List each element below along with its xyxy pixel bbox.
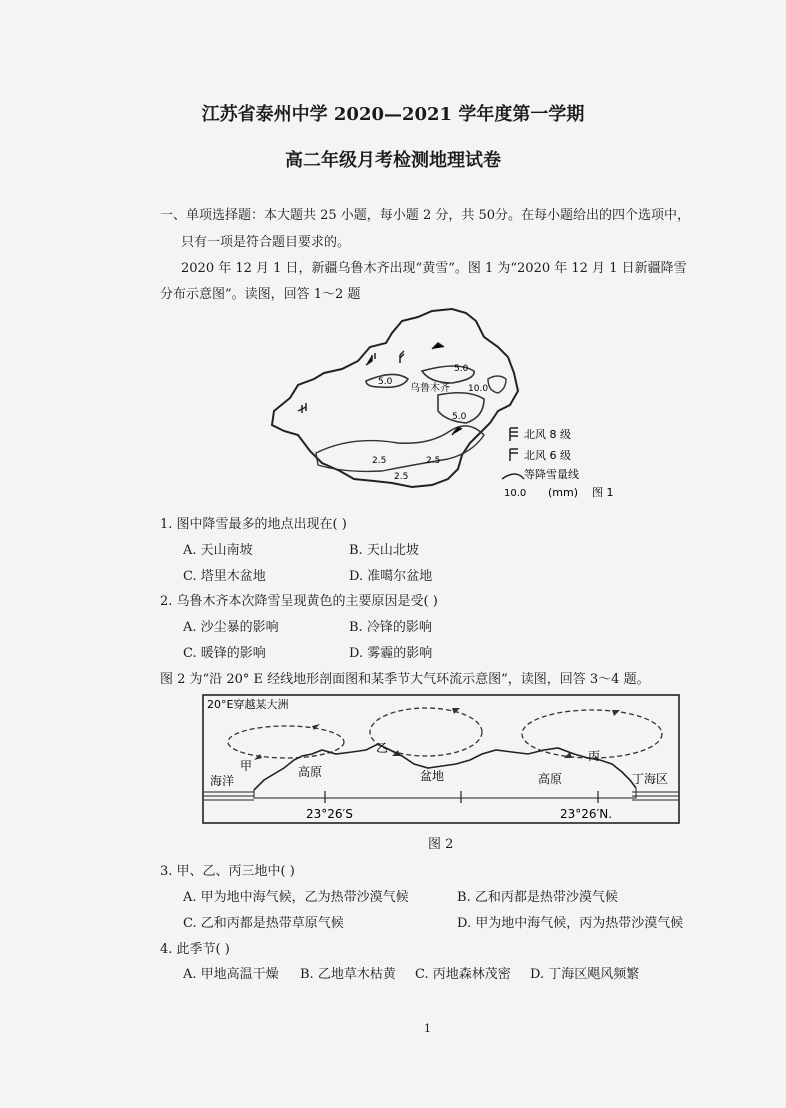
label-lat-south: 23°26′S xyxy=(306,807,353,821)
terrain-base xyxy=(254,788,636,798)
question-1-stem: 1. 图中降雪最多的地点出现在( ) xyxy=(160,517,347,532)
sea-hatching xyxy=(204,792,678,800)
question-2-option-b: B. 冷锋的影响 xyxy=(349,620,432,635)
label-yi: 乙 xyxy=(376,741,389,755)
circulation-arrows xyxy=(254,708,620,760)
isoline-label: 2.5 xyxy=(426,456,441,466)
legend-unit: (mm) xyxy=(548,486,579,499)
isoline-label: 2.5 xyxy=(394,472,409,482)
legend xyxy=(502,428,614,499)
exam-title: 江苏省泰州中学 2020—2021 学年度第一学期 xyxy=(201,104,585,125)
isoline-symbol xyxy=(502,474,524,479)
question-4-option-b: B. 乙地草木枯黄 xyxy=(300,967,396,982)
figure1-snowfall-map xyxy=(262,303,626,503)
question-3-option-d: D. 甲为地中海气候，丙为热带沙漠气候 xyxy=(457,916,684,931)
figure2-frame xyxy=(203,695,679,823)
question-3-option-b: B. 乙和丙都是热带沙漠气候 xyxy=(457,890,618,905)
question-2-option-d: D. 雾霾的影响 xyxy=(349,646,433,661)
question-1-option-a: A. 天山南坡 xyxy=(183,543,253,558)
section-heading-line2: 只有一项是符合题目要求的。 xyxy=(181,235,351,250)
intro-line1: 2020 年 12 月 1 日，新疆乌鲁木齐出现“黄雪”。图 1 为“2020 年 12 月 1 日新疆降雪 xyxy=(181,261,687,276)
label-jia: 甲 xyxy=(240,759,253,773)
legend-isoline: 等降雪量线 xyxy=(524,468,579,481)
question-2-option-c: C. 暖锋的影响 xyxy=(183,646,266,661)
label-ocean: 海洋 xyxy=(210,774,235,788)
isoline-label: 5.0 xyxy=(454,364,469,374)
question-2-option-a: A. 沙尘暴的影响 xyxy=(183,620,279,635)
label-bing: 丙 xyxy=(588,749,601,763)
question-4-stem: 4. 此季节( ) xyxy=(160,942,230,957)
isoline-label: 10.0 xyxy=(468,384,489,394)
label-plateau-north: 高原 xyxy=(538,772,563,786)
question-3-option-a: A. 甲为地中海气候，乙为热带沙漠气候 xyxy=(183,890,409,905)
exam-subtitle: 高二年级月考检测地理试卷 xyxy=(285,150,501,171)
legend-sample-value: 10.0 xyxy=(504,488,527,499)
question-4-option-a: A. 甲地高温干燥 xyxy=(183,967,279,982)
wind6-symbol xyxy=(510,449,518,461)
isoline-label: 5.0 xyxy=(378,377,393,387)
legend-wind6: 北风 6 级 xyxy=(524,449,571,462)
isoline-label: 5.0 xyxy=(452,412,467,422)
city-label: 乌鲁木齐 xyxy=(410,383,450,394)
page-number: 1 xyxy=(424,1022,431,1035)
figure2-caption: 图 2 xyxy=(428,837,454,852)
intro-line2: 分布示意图”。读图，回答 1～2 题 xyxy=(160,287,361,302)
wind8-symbol xyxy=(510,428,518,441)
section-heading-line1: 一、单项选择题：本大题共 25 小题，每小题 2 分，共 50分。在每小题给出的四个选项中， xyxy=(160,208,691,223)
question-4-option-d: D. 丁海区飓风频繁 xyxy=(530,967,640,982)
figure2-intro: 图 2 为“沿 20° E 经线地形剖面图和某季节大气环流示意图”，读图，回答 3～4 题。 xyxy=(160,672,650,687)
label-lat-north: 23°26′N. xyxy=(560,807,613,821)
figure2-profile-diagram xyxy=(202,694,680,824)
question-4-option-c: C. 丙地森林茂密 xyxy=(415,967,511,982)
question-1-option-d: D. 准噶尔盆地 xyxy=(349,569,433,584)
label-basin: 盆地 xyxy=(420,769,445,783)
label-dinghai: 丁海区 xyxy=(632,772,669,786)
question-1-option-c: C. 塔里木盆地 xyxy=(183,569,266,584)
figure1-caption: 图 1 xyxy=(592,486,614,499)
isoline-label: 2.5 xyxy=(372,456,387,466)
label-plateau-south: 高原 xyxy=(298,765,323,779)
question-2-stem: 2. 乌鲁木齐本次降雪呈现黄色的主要原因是受( ) xyxy=(160,594,438,609)
legend-wind8: 北风 8 级 xyxy=(524,428,571,441)
question-3-option-c: C. 乙和丙都是热带草原气候 xyxy=(183,916,344,931)
question-1-option-b: B. 天山北坡 xyxy=(349,543,419,558)
figure2-corner-label: 20°E穿越某大洲 xyxy=(207,698,289,711)
question-3-stem: 3. 甲、乙、丙三地中( ) xyxy=(160,864,295,879)
